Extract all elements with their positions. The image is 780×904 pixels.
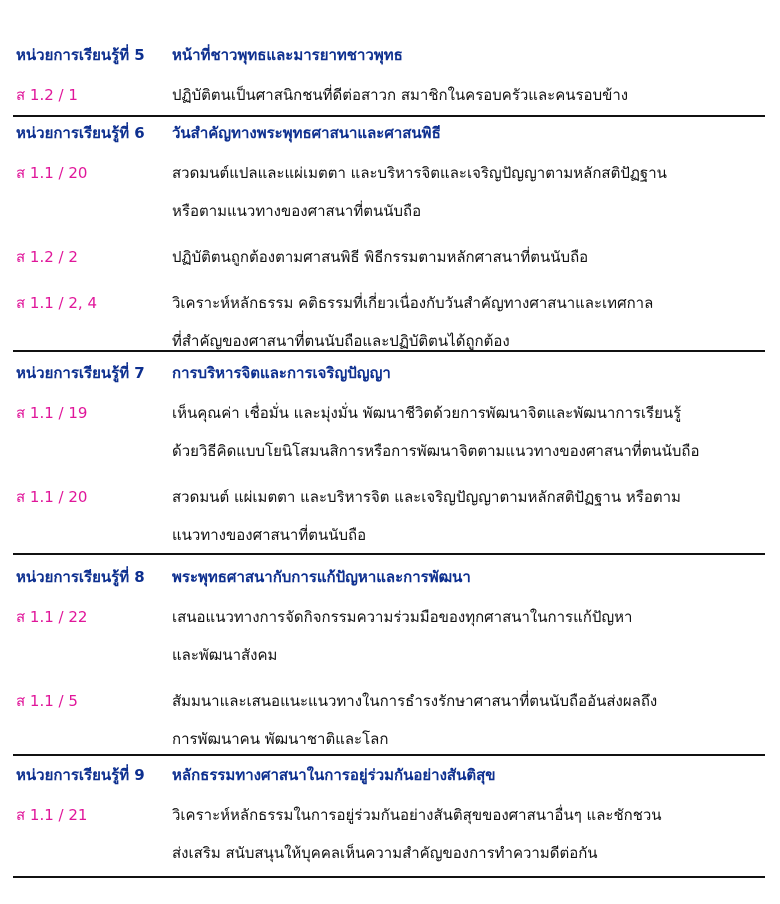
standard-line: วิเคราะห์หลักธรรม คติธรรมที่เกี่ยวเนื่องกับวันสำคัญทางศาสนาและเทศกาล: [172, 294, 654, 312]
standard-line: หรือตามแนวทางของศาสนาที่ตนนับถือ: [172, 202, 422, 220]
standard-row: [16, 80, 762, 114]
standard-code: ส 1.2 / 1: [16, 86, 78, 104]
standard-line: การพัฒนาคน พัฒนาชาติและโลก: [172, 730, 389, 748]
standard-row: [16, 158, 762, 230]
standard-line: ด้วยวิธีคิดแบบโยนิโสมนสิการหรือการพัฒนาจิตตามแนวทางของศาสนาที่ตนนับถือ: [172, 442, 700, 460]
section-divider: [13, 754, 765, 756]
standard-text: [172, 238, 762, 276]
unit-9-section: [16, 760, 762, 872]
unit-title: พระพุทธศาสนากับการแก้ปัญหาและการพัฒนา: [172, 568, 471, 586]
unit-heading: [16, 118, 762, 148]
standard-line: วิเคราะห์หลักธรรมในการอยู่ร่วมกันอย่างสันติสุขของศาสนาอื่นๆ และชักชวน: [172, 806, 662, 824]
standard-line: ปฏิบัติตนเป็นศาสนิกชนที่ดีต่อสาวก สมาชิกในครอบครัวและคนรอบข้าง: [172, 86, 629, 104]
standard-text: [172, 478, 762, 554]
standard-row: [16, 800, 762, 872]
section-divider: [13, 115, 765, 117]
unit-7-section: [16, 358, 762, 554]
standard-row: [16, 602, 762, 674]
section-divider: [13, 876, 765, 878]
standard-line: ที่สำคัญของศาสนาที่ตนนับถือและปฏิบัติตนได้ถูกต้อง: [172, 332, 510, 350]
standard-row: [16, 686, 762, 758]
unit-label: หน่วยการเรียนรู้ที่ 6: [16, 124, 145, 142]
standard-text: [172, 394, 762, 470]
standard-code: ส 1.1 / 20: [16, 164, 88, 182]
standard-line: ส่งเสริม สนับสนุนให้บุคคลเห็นความสำคัญของการทำความดีต่อกัน: [172, 844, 598, 862]
standard-text: [172, 76, 762, 114]
standard-row: [16, 482, 762, 554]
standard-row: [16, 242, 762, 276]
section-divider: [13, 553, 765, 555]
section-divider: [13, 350, 765, 352]
unit-6-section: [16, 118, 762, 360]
standard-line: และพัฒนาสังคม: [172, 646, 278, 664]
unit-label: หน่วยการเรียนรู้ที่ 7: [16, 364, 145, 382]
unit-heading: [16, 358, 762, 388]
standard-text: [172, 154, 762, 230]
standard-line: สวดมนต์แปลและแผ่เมตตา และบริหารจิตและเจริญปัญญาตามหลักสติปัฏฐาน: [172, 164, 667, 182]
standard-code: ส 1.1 / 20: [16, 488, 88, 506]
standard-line: เห็นคุณค่า เชื่อมั่น และมุ่งมั่น พัฒนาชีวิตด้วยการพัฒนาจิตและพัฒนาการเรียนรู้: [172, 404, 682, 422]
standard-line: แนวทางของศาสนาที่ตนนับถือ: [172, 526, 367, 544]
unit-heading: [16, 760, 762, 790]
standard-text: [172, 796, 762, 872]
standard-line: ปฏิบัติตนถูกต้องตามศาสนพิธี พิธีกรรมตามหลักศาสนาที่ตนนับถือ: [172, 248, 589, 266]
standard-text: [172, 682, 762, 758]
standard-code: ส 1.1 / 5: [16, 692, 78, 710]
standard-code: ส 1.1 / 22: [16, 608, 88, 626]
unit-title: การบริหารจิตและการเจริญปัญญา: [172, 364, 391, 382]
unit-label: หน่วยการเรียนรู้ที่ 8: [16, 568, 145, 586]
unit-label: หน่วยการเรียนรู้ที่ 9: [16, 766, 145, 784]
standard-code: ส 1.2 / 2: [16, 248, 78, 266]
standard-text: [172, 598, 762, 674]
unit-heading: [16, 562, 762, 592]
unit-8-section: [16, 562, 762, 758]
unit-title: วันสำคัญทางพระพุทธศาสนาและศาสนพิธี: [172, 124, 441, 142]
unit-5-section: [16, 40, 762, 114]
standard-code: ส 1.1 / 2, 4: [16, 294, 97, 312]
standard-row: [16, 398, 762, 470]
unit-title: หน้าที่ชาวพุทธและมารยาทชาวพุทธ: [172, 46, 403, 64]
unit-heading: [16, 40, 762, 70]
unit-title: หลักธรรมทางศาสนาในการอยู่ร่วมกันอย่างสันติสุข: [172, 766, 496, 784]
standard-code: ส 1.1 / 19: [16, 404, 88, 422]
standard-code: ส 1.1 / 21: [16, 806, 88, 824]
standard-line: สัมมนาและเสนอแนะแนวทางในการธำรงรักษาศาสนาที่ตนนับถืออันส่งผลถึง: [172, 692, 658, 710]
standard-line: เสนอแนวทางการจัดกิจกรรมความร่วมมือของทุกศาสนาในการแก้ปัญหา: [172, 608, 633, 626]
unit-label: หน่วยการเรียนรู้ที่ 5: [16, 46, 145, 64]
standard-line: สวดมนต์ แผ่เมตตา และบริหารจิต และเจริญปัญญาตามหลักสติปัฏฐาน หรือตาม: [172, 488, 681, 506]
standard-text: [172, 284, 762, 360]
